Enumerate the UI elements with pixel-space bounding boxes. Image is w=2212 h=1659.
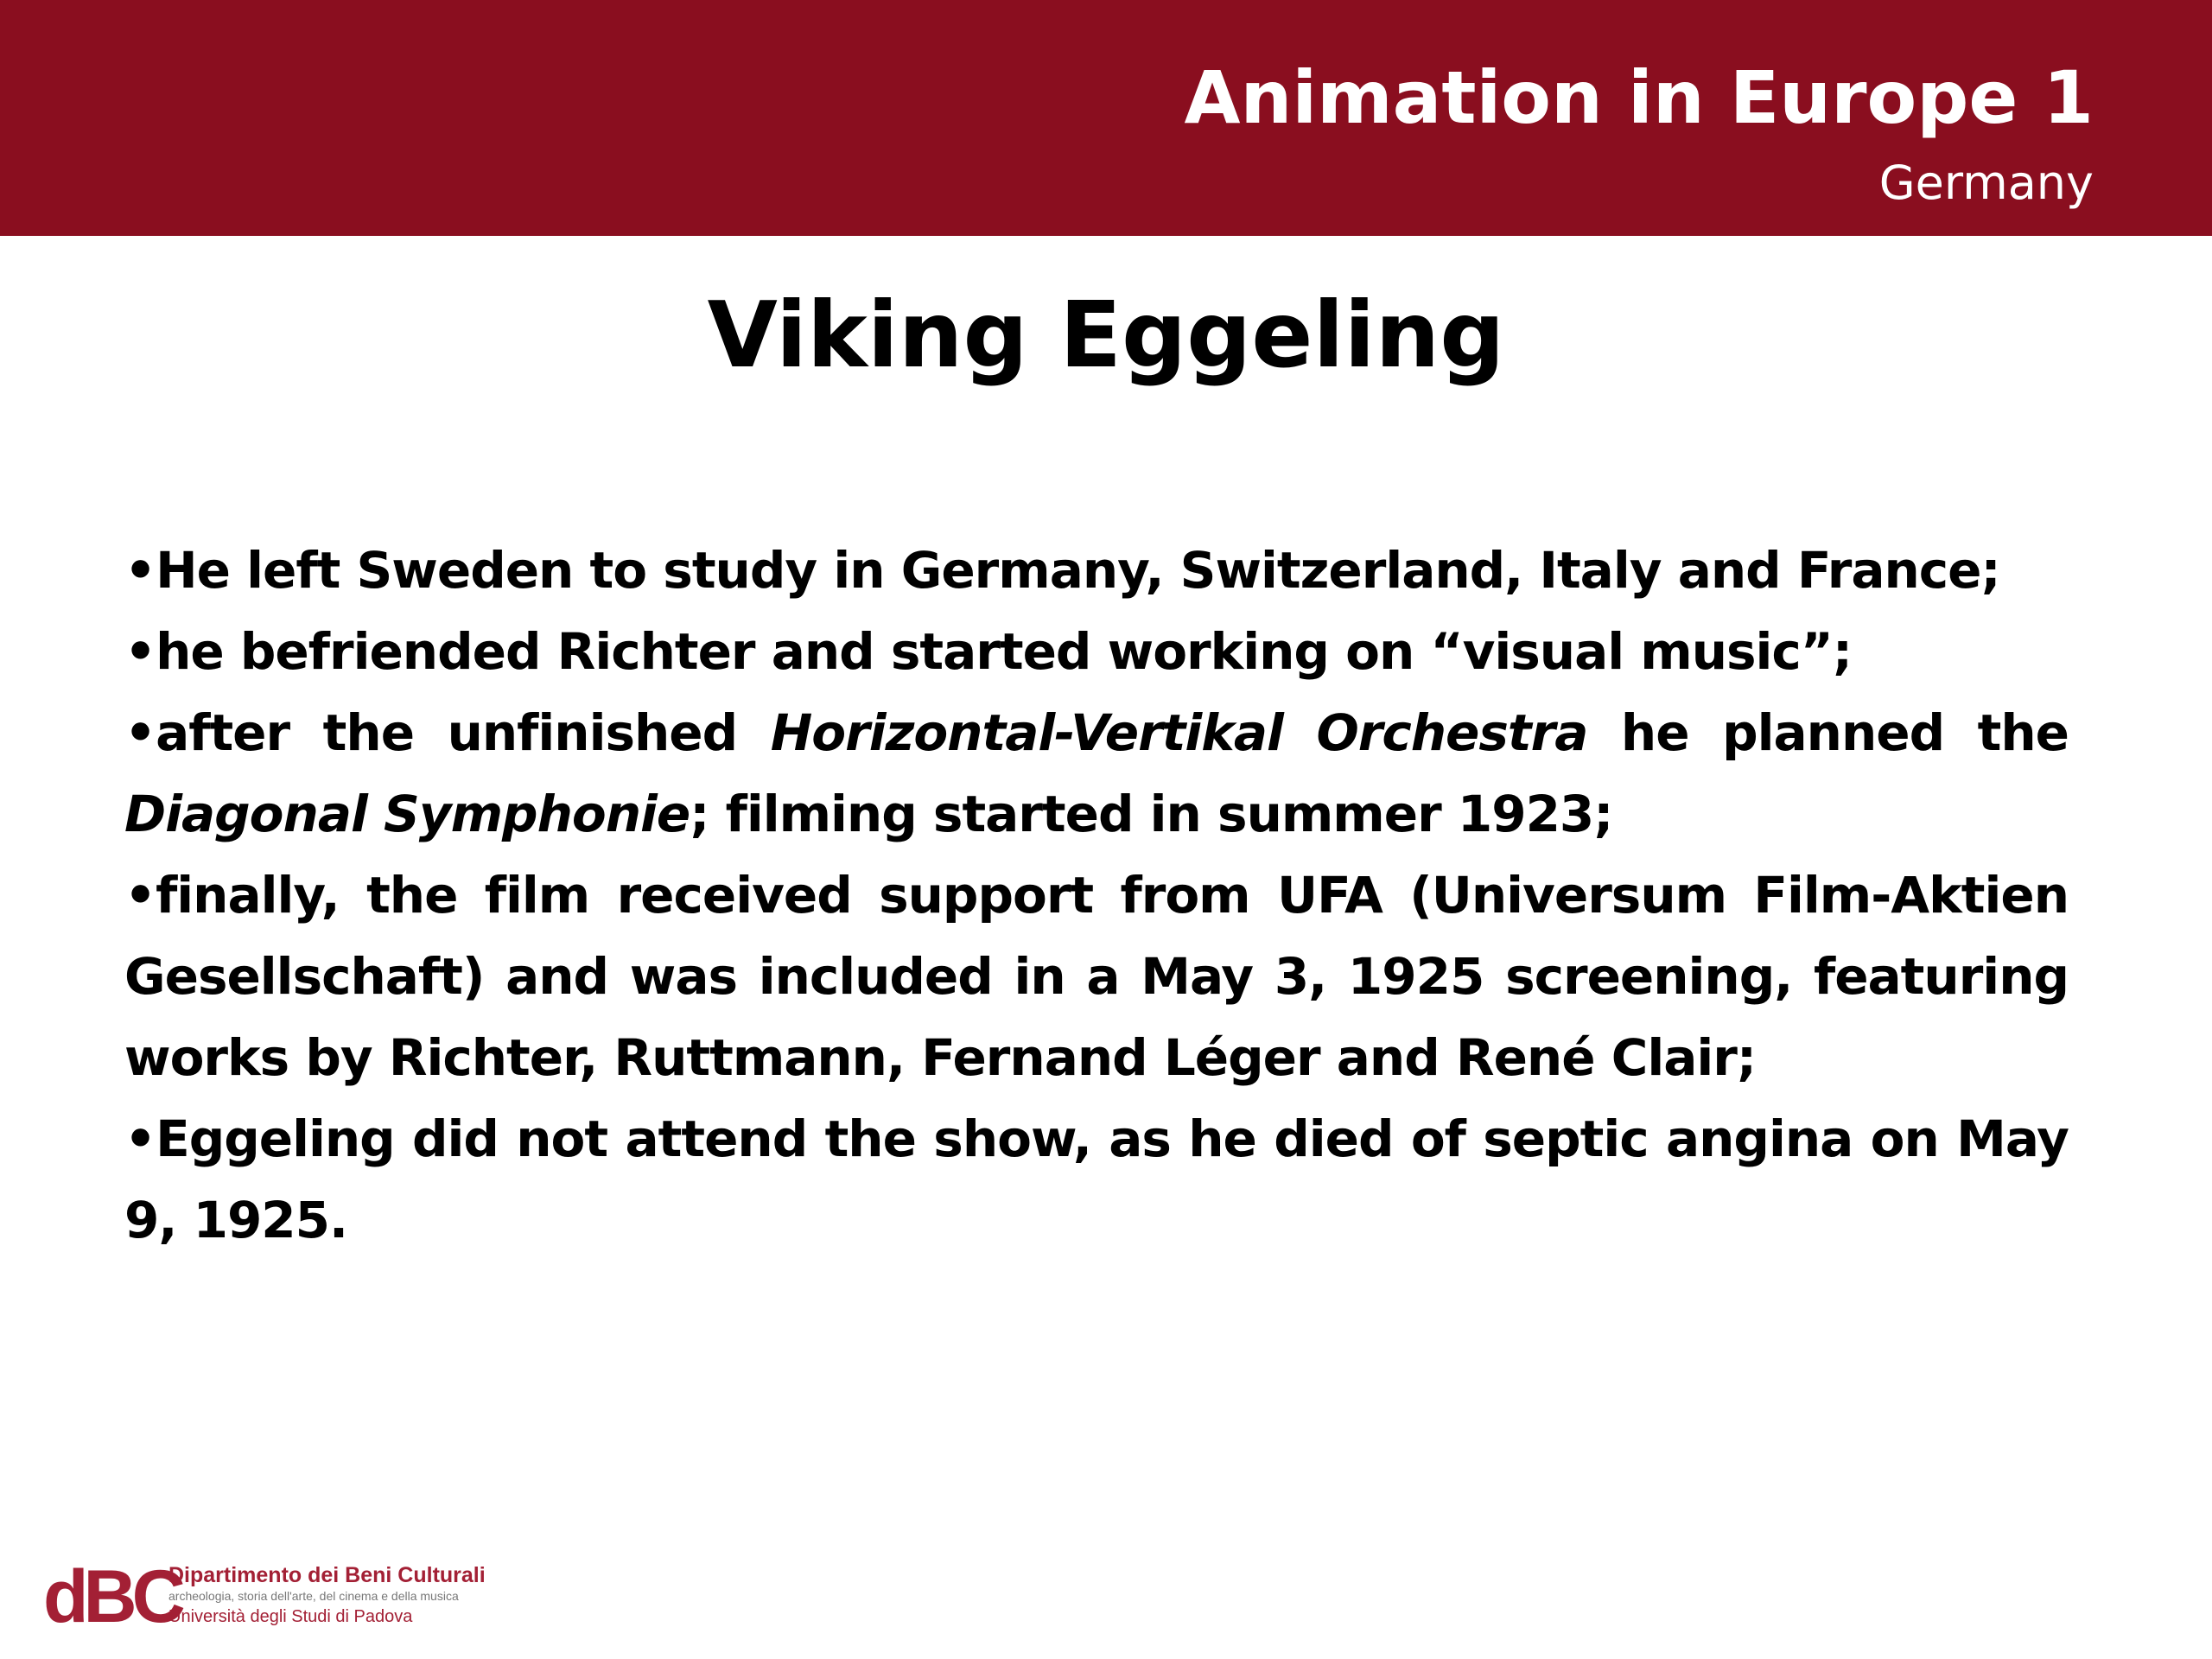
bullet-text: •after the unfinished	[124, 703, 771, 762]
logo-university-name: Università degli Studi di Padova	[168, 1607, 413, 1626]
logo-mark-d: d	[43, 1555, 84, 1638]
bullet-text: •he befriended Richter and started working on “visual music”;	[124, 622, 1853, 681]
bullet-item	[124, 855, 2069, 1098]
bullet-text: he planned the	[1587, 703, 2069, 762]
film-title-horizontal-vertikal-orchestra: Horizontal-Vertikal Orchestra	[770, 703, 1588, 762]
logo-mark-bc: BC	[83, 1555, 181, 1638]
bullet-text: ; filming started in summer 1923;	[690, 785, 1613, 843]
bullet-item	[124, 1098, 2069, 1261]
film-title-diagonal-symphonie: Diagonal Symphonie	[124, 785, 690, 843]
bullet-text: •He left Sweden to study in Germany, Switzerland, Italy and France;	[124, 541, 2000, 600]
logo-department-name: Dipartimento dei Beni Culturali	[168, 1563, 486, 1587]
slide-title: Viking Eggeling	[707, 283, 1505, 388]
department-logo	[43, 1554, 527, 1640]
bullet-item	[124, 692, 2069, 855]
bullet-list	[124, 530, 2069, 1261]
bullet-text: •Eggeling did not attend the show, as he died of septic angina on May 9, 1925.	[124, 1109, 2069, 1249]
logo-department-fields: archeologia, storia dell'arte, del cinema e della musica	[168, 1589, 459, 1603]
bullet-item	[124, 611, 2069, 692]
bullet-item	[124, 530, 2069, 611]
header-title: Animation in Europe 1	[1184, 55, 2094, 140]
header-band	[0, 0, 2212, 236]
header-subtitle: Germany	[1878, 156, 2094, 210]
dbc-logo-mark	[43, 1554, 181, 1640]
bullet-text: •finally, the film received support from UFA (Universum Film-Aktien Gesellschaft) and was included in a May 3, 1925 screening, featuring works by Richter, Ruttmann, Fernand Léger and René Clair;	[124, 866, 2069, 1087]
